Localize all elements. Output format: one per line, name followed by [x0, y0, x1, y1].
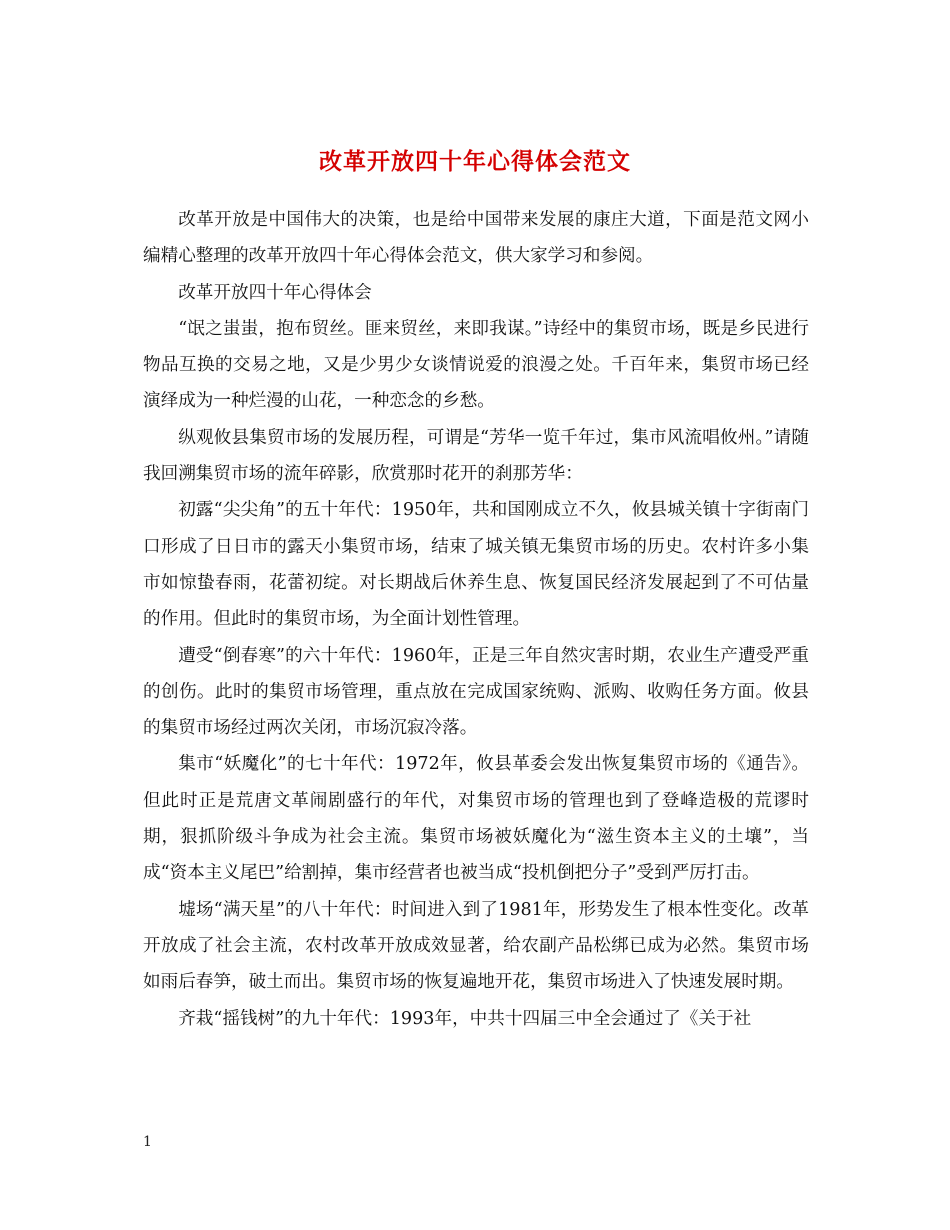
- paragraph-overview: 纵观攸县集贸市场的发展历程，可谓是“芳华一览千年过，集市风流唱攸州。”请随我回溯集贸市场的流年碎影，欣赏那时花开的刹那芳华：: [143, 427, 809, 485]
- paragraph-subheading: 改革开放四十年心得体会: [178, 282, 372, 303]
- paragraph-1950s: 初露“尖尖角”的五十年代：1950年，共和国刚成立不久，攸县城关镇十字街南门口形成了日日市的露天小集贸市场，结束了城关镇无集贸市场的历史。农村许多小集市如惊蛰春雨，花蕾初绽。对长期战后休养生息、恢复国民经济发展起到了不可估量的作用。但此时的集贸市场，为全面计划性管理。: [143, 500, 809, 630]
- paragraph-1970s: 集市“妖魔化”的七十年代：1972年，攸县革委会发出恢复集贸市场的《通告》。但此时正是荒唐文革闹剧盛行的年代，对集贸市场的管理也到了登峰造极的荒谬时期，狠抓阶级斗争成为社会主流。集贸市场被妖魔化为“滋生资本主义的土壤”，当成“资本主义尾巴”给割掉，集市经营者也被当成“投机倒把分子”受到严厉打击。: [143, 754, 809, 884]
- page-title: 改革开放四十年心得体会范文: [319, 148, 631, 176]
- paragraph-1980s: 墟场“满天星”的八十年代：时间进入到了1981年，形势发生了根本性变化。改革开放成了社会主流，农村改革开放成效显著，给农副产品松绑已成为必然。集贸市场如雨后春笋，破土而出。集贸市场的恢复遍地开花，集贸市场进入了快速发展时期。: [143, 899, 809, 993]
- paragraph-1990s: 齐栽“摇钱树”的九十年代：1993年，中共十四届三中全会通过了《关于社: [178, 1008, 752, 1029]
- page-number: 1: [143, 1134, 152, 1150]
- paragraph-intro: 改革开放是中国伟大的决策，也是给中国带来发展的康庄大道，下面是范文网小编精心整理的改革开放四十年心得体会范文，供大家学习和参阅。: [143, 210, 809, 267]
- paragraph-poem-quote: “氓之蚩蚩，抱布贸丝。匪来贸丝，来即我谋。”诗经中的集贸市场，既是乡民进行物品互换的交易之地，又是少男少女谈情说爱的浪漫之处。千百年来，集贸市场已经演绎成为一种烂漫的山花，一种恋念的乡愁。: [143, 318, 809, 412]
- paragraph-1960s: 遭受“倒春寒”的六十年代：1960年，正是三年自然灾害时期，农业生产遭受严重的创伤。此时的集贸市场管理，重点放在完成国家统购、派购、收购任务方面。攸县的集贸市场经过两次关闭，市场沉寂冷落。: [143, 645, 809, 739]
- document-body: [143, 202, 809, 1037]
